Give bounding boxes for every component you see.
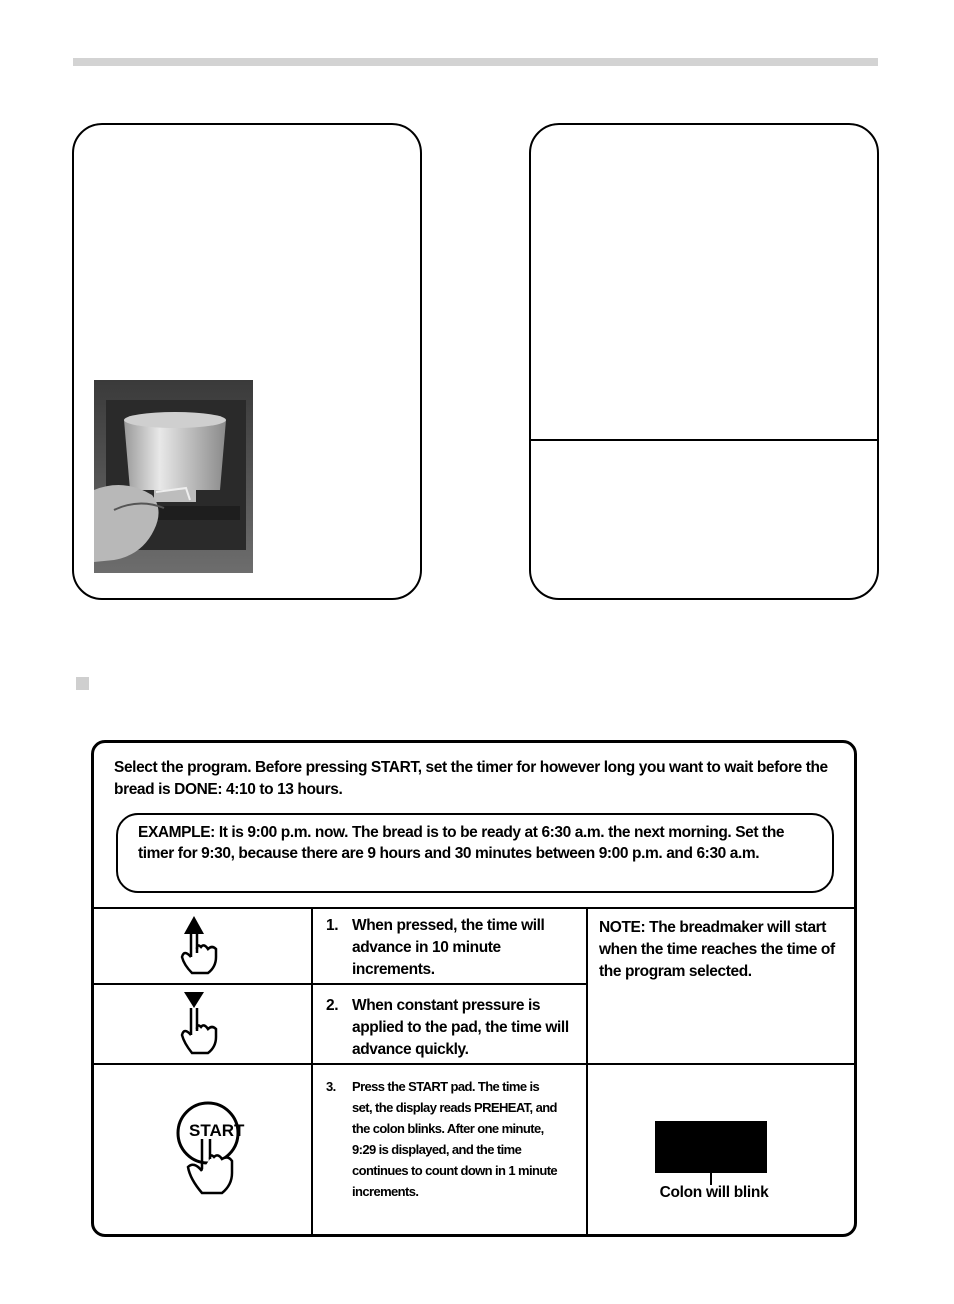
timer-intro: Select the program. Before pressing START, set the timer for however long you want to wait before the bread is DONE: 4:10 to 13 hours.: [114, 759, 828, 798]
step-1-text: When pressed, the time will advance in 10 minute increments.: [352, 917, 545, 978]
example-box: [116, 813, 834, 893]
step-3-number: 3.: [326, 1079, 336, 1094]
colon-caption: Colon will blink: [659, 1184, 769, 1201]
start-button-label: START: [189, 1121, 245, 1140]
step-1-number: 1.: [326, 917, 339, 934]
timer-display: [655, 1121, 767, 1173]
example-lead: EXAMPLE:: [138, 824, 215, 841]
down-arrow-press-icon: [174, 989, 234, 1059]
right-panel-divider: [531, 439, 877, 441]
row2-rule: [94, 1063, 857, 1065]
row1-rule: [94, 983, 586, 985]
timer-note: NOTE: The breadmaker will start when the time reaches the time of the program selected.: [599, 919, 835, 980]
start-button-press-icon: [174, 1095, 256, 1197]
right-panel: [529, 123, 879, 600]
step-3-text: Press the START pad. The time is set, the display reads PREHEAT, and the colon blinks. After one minute, 9:29 is displayed, and the time continues to count down in 1 minute increments.: [352, 1079, 558, 1199]
section-bullet: [76, 677, 89, 690]
step-2-number: 2.: [326, 997, 339, 1014]
example-text: It is 9:00 p.m. now. The bread is to be ready at 6:30 a.m. the next morning. Set the timer for 9:30, because there are 9 hours and 30 minutes between 9:00 p.m. and 6:30 a.m.: [138, 824, 785, 862]
column-rule-2: [586, 907, 588, 1237]
step-2-text: When constant pressure is applied to the pad, the time will advance quickly.: [352, 997, 569, 1058]
table-top-rule: [94, 907, 857, 909]
timer-instructions-box: [91, 740, 857, 1237]
column-rule-1: [311, 907, 313, 1237]
bread-pan-photo: [94, 380, 253, 573]
top-rule: [73, 58, 878, 66]
up-arrow-press-icon: [174, 913, 234, 979]
